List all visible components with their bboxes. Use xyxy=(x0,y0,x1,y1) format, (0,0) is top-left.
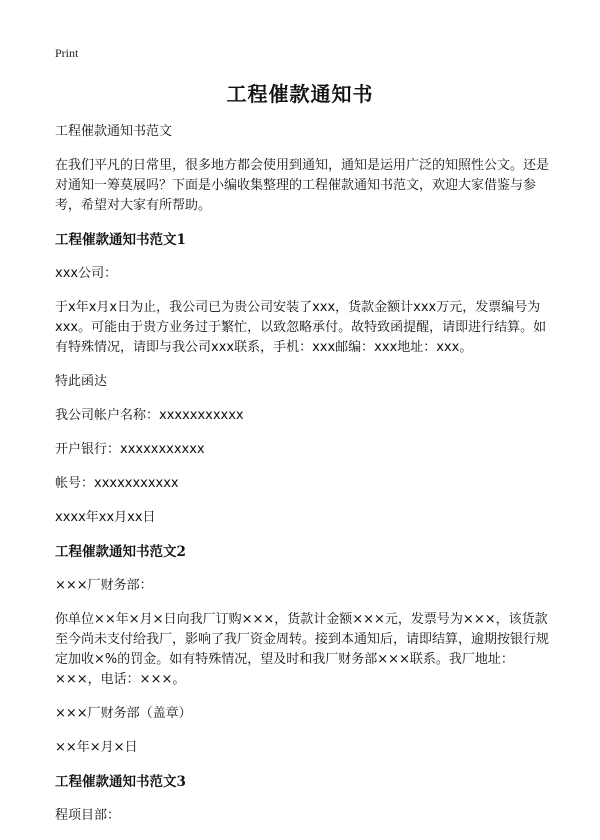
intro-paragraph: 在我们平凡的日常里，很多地方都会使用到通知，通知是运用广泛的知照性公文。还是对通知一筹莫展吗？下面是小编收集整理的工程催款通知书范文，欢迎大家借鉴与参考，希望对大家有所帮助。 xyxy=(55,158,550,213)
subtitle: 工程催款通知书范文 xyxy=(55,124,173,139)
sample2-heading: 工程催款通知书范文2 xyxy=(55,544,186,560)
document-title: 工程催款通知书 xyxy=(226,82,374,106)
sample2-body: 你单位××年×月×日向我厂订购×××，货款计金额×××元，发票号为×××，该货款至今尚未支付给我厂，影响了我厂资金周转。接到本通知后，请即结算，逾期按银行规定加收×%的罚金。如有特殊情况，望及时和我厂财务部×××联系。我厂地址：×××，电话：×××。 xyxy=(55,612,550,687)
sample2-salutation: ×××厂财务部： xyxy=(55,578,153,593)
sample1-date: xxxx年xx月xx日 xyxy=(55,510,156,525)
sample1-closing: 特此函达 xyxy=(55,374,108,389)
document-body xyxy=(55,122,550,840)
sample2-signature: ×××厂财务部（盖章） xyxy=(55,706,192,721)
sample3-salutation: 程项目部： xyxy=(55,808,121,823)
sample2-date: ××年×月×日 xyxy=(55,740,138,755)
sample1-body: 于x年x月x日为止，我公司已为贵公司安装了xxx，货款金额计xxx万元，发票编号为xxx。可能由于贵方业务过于繁忙，以致忽略承付。故特致函提醒，请即进行结算。如有特殊情况，请即与我公司xxx联系，手机：xxx邮编：xxx地址：xxx。 xyxy=(55,300,547,355)
print-link[interactable]: Print xyxy=(55,46,79,60)
sample3-heading: 工程催款通知书范文3 xyxy=(55,774,186,790)
sample1-heading: 工程催款通知书范文1 xyxy=(55,232,186,248)
sample1-account-no: 帐号：xxxxxxxxxxx xyxy=(55,476,179,491)
sample1-account-name: 我公司帐户名称：xxxxxxxxxxx xyxy=(55,408,244,423)
sample1-salutation: xxx公司： xyxy=(55,266,118,281)
sample1-bank: 开户银行：xxxxxxxxxxx xyxy=(55,442,205,457)
